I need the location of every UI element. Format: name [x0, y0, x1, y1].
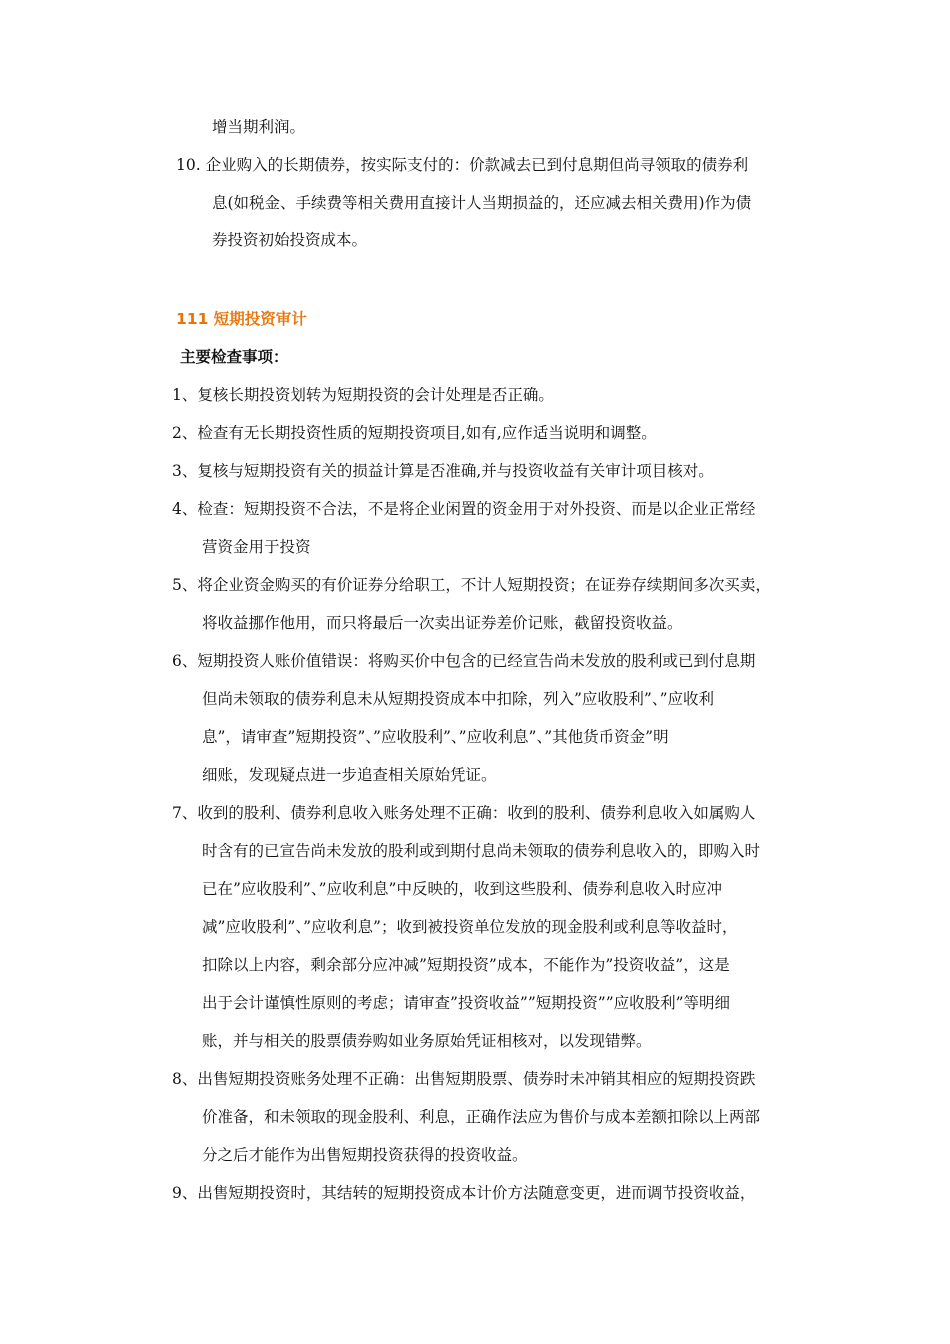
list-item: 5、将企业资金购买的有价证券分给职工，不计人短期投资；在证券存续期间多次买卖， [172, 576, 771, 594]
list-item-continuation: 营资金用于投资 [202, 538, 311, 556]
list-item-continuation: 减”应收股利”、”应收利息”；收到被投资单位发放的现金股利或利息等收益时， [202, 918, 738, 936]
list-item: 3、复核与短期投资有关的损益计算是否准确,并与投资收益有关审计项目核对。 [172, 462, 714, 480]
paragraph-line: 券投资初始投资成本。 [212, 231, 368, 249]
list-item: 1、复核长期投资划转为短期投资的会计处理是否正确。 [172, 386, 554, 404]
list-item: 8、出售短期投资账务处理不正确：出售短期股票、债券时未冲销其相应的短期投资跌 [172, 1070, 756, 1088]
list-item-continuation: 账，并与相关的股票债券购如业务原始凭证相核对，以发现错弊。 [202, 1032, 652, 1050]
section-title: 111 短期投资审计 [176, 310, 307, 328]
list-item-continuation: 扣除以上内容，剩余部分应冲减”短期投资”成本，不能作为”投资收益”，这是 [202, 956, 730, 974]
list-item: 4、检查：短期投资不合法，不是将企业闲置的资金用于对外投资、而是以企业正常经 [172, 500, 756, 518]
list-item-continuation: 价准备，和未领取的现金股利、利息，正确作法应为售价与成本差额扣除以上两部 [202, 1108, 761, 1126]
list-item: 9、出售短期投资时，其结转的短期投资成本计价方法随意变更，进而调节投资收益， [172, 1184, 756, 1202]
paragraph-line: 息(如税金、手续费等相关费用直接计人当期损益的，还应减去相关费用)作为债 [212, 194, 752, 212]
list-item: 7、收到的股利、债券利息收入账务处理不正确：收到的股利、债券利息收入如属购人 [172, 804, 756, 822]
list-item-continuation: 息”，请审查”短期投资”、”应收股利”、”应收利息”、”其他货币资金”明 [202, 728, 669, 746]
list-item-continuation: 出于会计谨慎性原则的考虑；请审查”投资收益””短期投资””应收股利”等明细 [202, 994, 731, 1012]
list-item-continuation: 细账，发现疑点进一步追查相关原始凭证。 [202, 766, 497, 784]
list-item-continuation: 分之后才能作为出售短期投资获得的投资收益。 [202, 1146, 528, 1164]
list-item-continuation: 将收益挪作他用，而只将最后一次卖出证券差价记账，截留投资收益。 [202, 614, 683, 632]
list-item: 2、检查有无长期投资性质的短期投资项目,如有,应作适当说明和调整。 [172, 424, 657, 442]
paragraph-line: 增当期利润。 [212, 118, 306, 136]
subheading: 主要检查事项： [180, 348, 289, 366]
list-item: 6、短期投资人账价值错误：将购买价中包含的已经宣告尚未发放的股利或已到付息期 [172, 652, 756, 670]
paragraph-line: 10. 企业购入的长期债券，按实际支付的：价款减去已到付息期但尚寻领取的债券利 [176, 156, 749, 174]
list-item-continuation: 时含有的已宣告尚未发放的股利或到期付息尚未领取的债券利息收入的，即购入时 [202, 842, 761, 860]
list-item-continuation: 已在”应收股利”、”应收利息”中反映的，收到这些股利、债券利息收入时应冲 [202, 880, 722, 898]
list-item-continuation: 但尚未领取的债券利息未从短期投资成本中扣除，列入”应收股利”、”应收利 [202, 690, 715, 708]
